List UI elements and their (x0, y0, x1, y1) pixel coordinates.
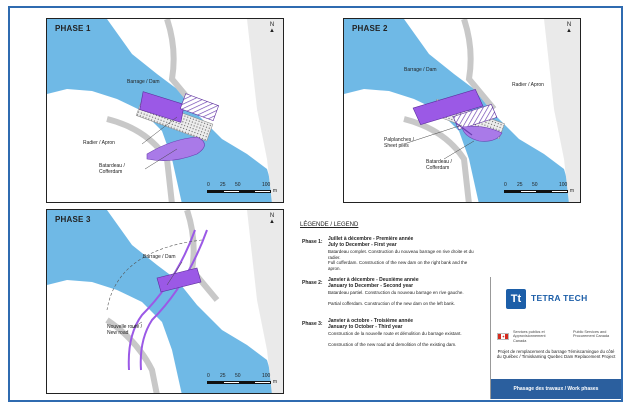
phase1-apron-label: Radier / Apron (83, 140, 115, 146)
phase3-scale-bar: 0 25 50 100 m (207, 373, 277, 385)
phase2-map (343, 18, 581, 203)
north-arrow-icon: N ▲ (566, 22, 572, 34)
phase3-map (46, 209, 284, 394)
project-title: Projet de remplacement du barrage Témiscamingue du côté du Québec / Timiskaming Quebec Dam Replacement Project (496, 349, 616, 360)
phase1-map (46, 18, 284, 203)
phase2-cofferdam-label: Batardeau / Cofferdam (426, 159, 452, 171)
phase1-dam-label: Barrage / Dam (127, 79, 160, 85)
tetra-tech-logo-icon: Tt (506, 289, 526, 309)
phase2-sheetpiles-label: Palplanches / Sheet piles (384, 137, 415, 149)
legend-item-phase1: Phase 1: Juillet à décembre - Première année July to December - First year Batardeau complet. Construction du nouveau barrage en rive droite et du radier. Full cofferdam. Construction of the new dam on the right bank and the apron. (302, 236, 474, 271)
phase3-road-label: Nouvelle route / New road (107, 324, 143, 336)
gov-name-fr: Services publics et Approvisionnement Canada (513, 330, 546, 343)
phase1-title: PHASE 1 (55, 24, 91, 33)
phase3-dam-label: Barrage / Dam (143, 254, 176, 260)
phase3-title: PHASE 3 (55, 215, 91, 224)
legend-item-phase3: Phase 3: Janvier à octobre - Troisième année January to October - Third year Construction de la nouvelle route et démolition du barrage existant. Construction of the new road and demolition of the existing dam. (302, 318, 462, 347)
north-arrow-icon: N ▲ (269, 22, 275, 34)
legend-title: LÉGENDE / LEGEND (300, 222, 359, 228)
canada-flag-icon: ✦ (497, 333, 509, 340)
phase2-dam-label: Barrage / Dam (404, 67, 437, 73)
phase3-map-drawing (47, 210, 284, 394)
gov-name-en: Public Services and Procurement Canada (573, 330, 610, 339)
phase1-map-drawing (47, 19, 284, 203)
phase2-apron-label: Radier / Apron (512, 82, 544, 88)
company-name: TETRA TECH (531, 293, 588, 303)
title-block (490, 277, 621, 399)
phase1-scale-bar: 0 25 50 100 m (207, 182, 277, 194)
phase2-scale-bar: 0 25 50 100 m (504, 182, 574, 194)
legend-item-phase2: Phase 2: Janvier à décembre - Deuxième année January to December - Second year Batardeau partiel. Construction du nouveau barrage en rive gauche. Partial cofferdam. Construction of the new dam on the left bank. (302, 277, 464, 306)
work-phases-banner: Phasage des travaux / Work phases (491, 379, 621, 399)
phase2-map-drawing (344, 19, 581, 203)
phase2-title: PHASE 2 (352, 24, 388, 33)
phase1-cofferdam-label: Batardeau / Cofferdam (99, 163, 125, 175)
north-arrow-icon: N ▲ (269, 213, 275, 225)
legend (300, 222, 480, 359)
